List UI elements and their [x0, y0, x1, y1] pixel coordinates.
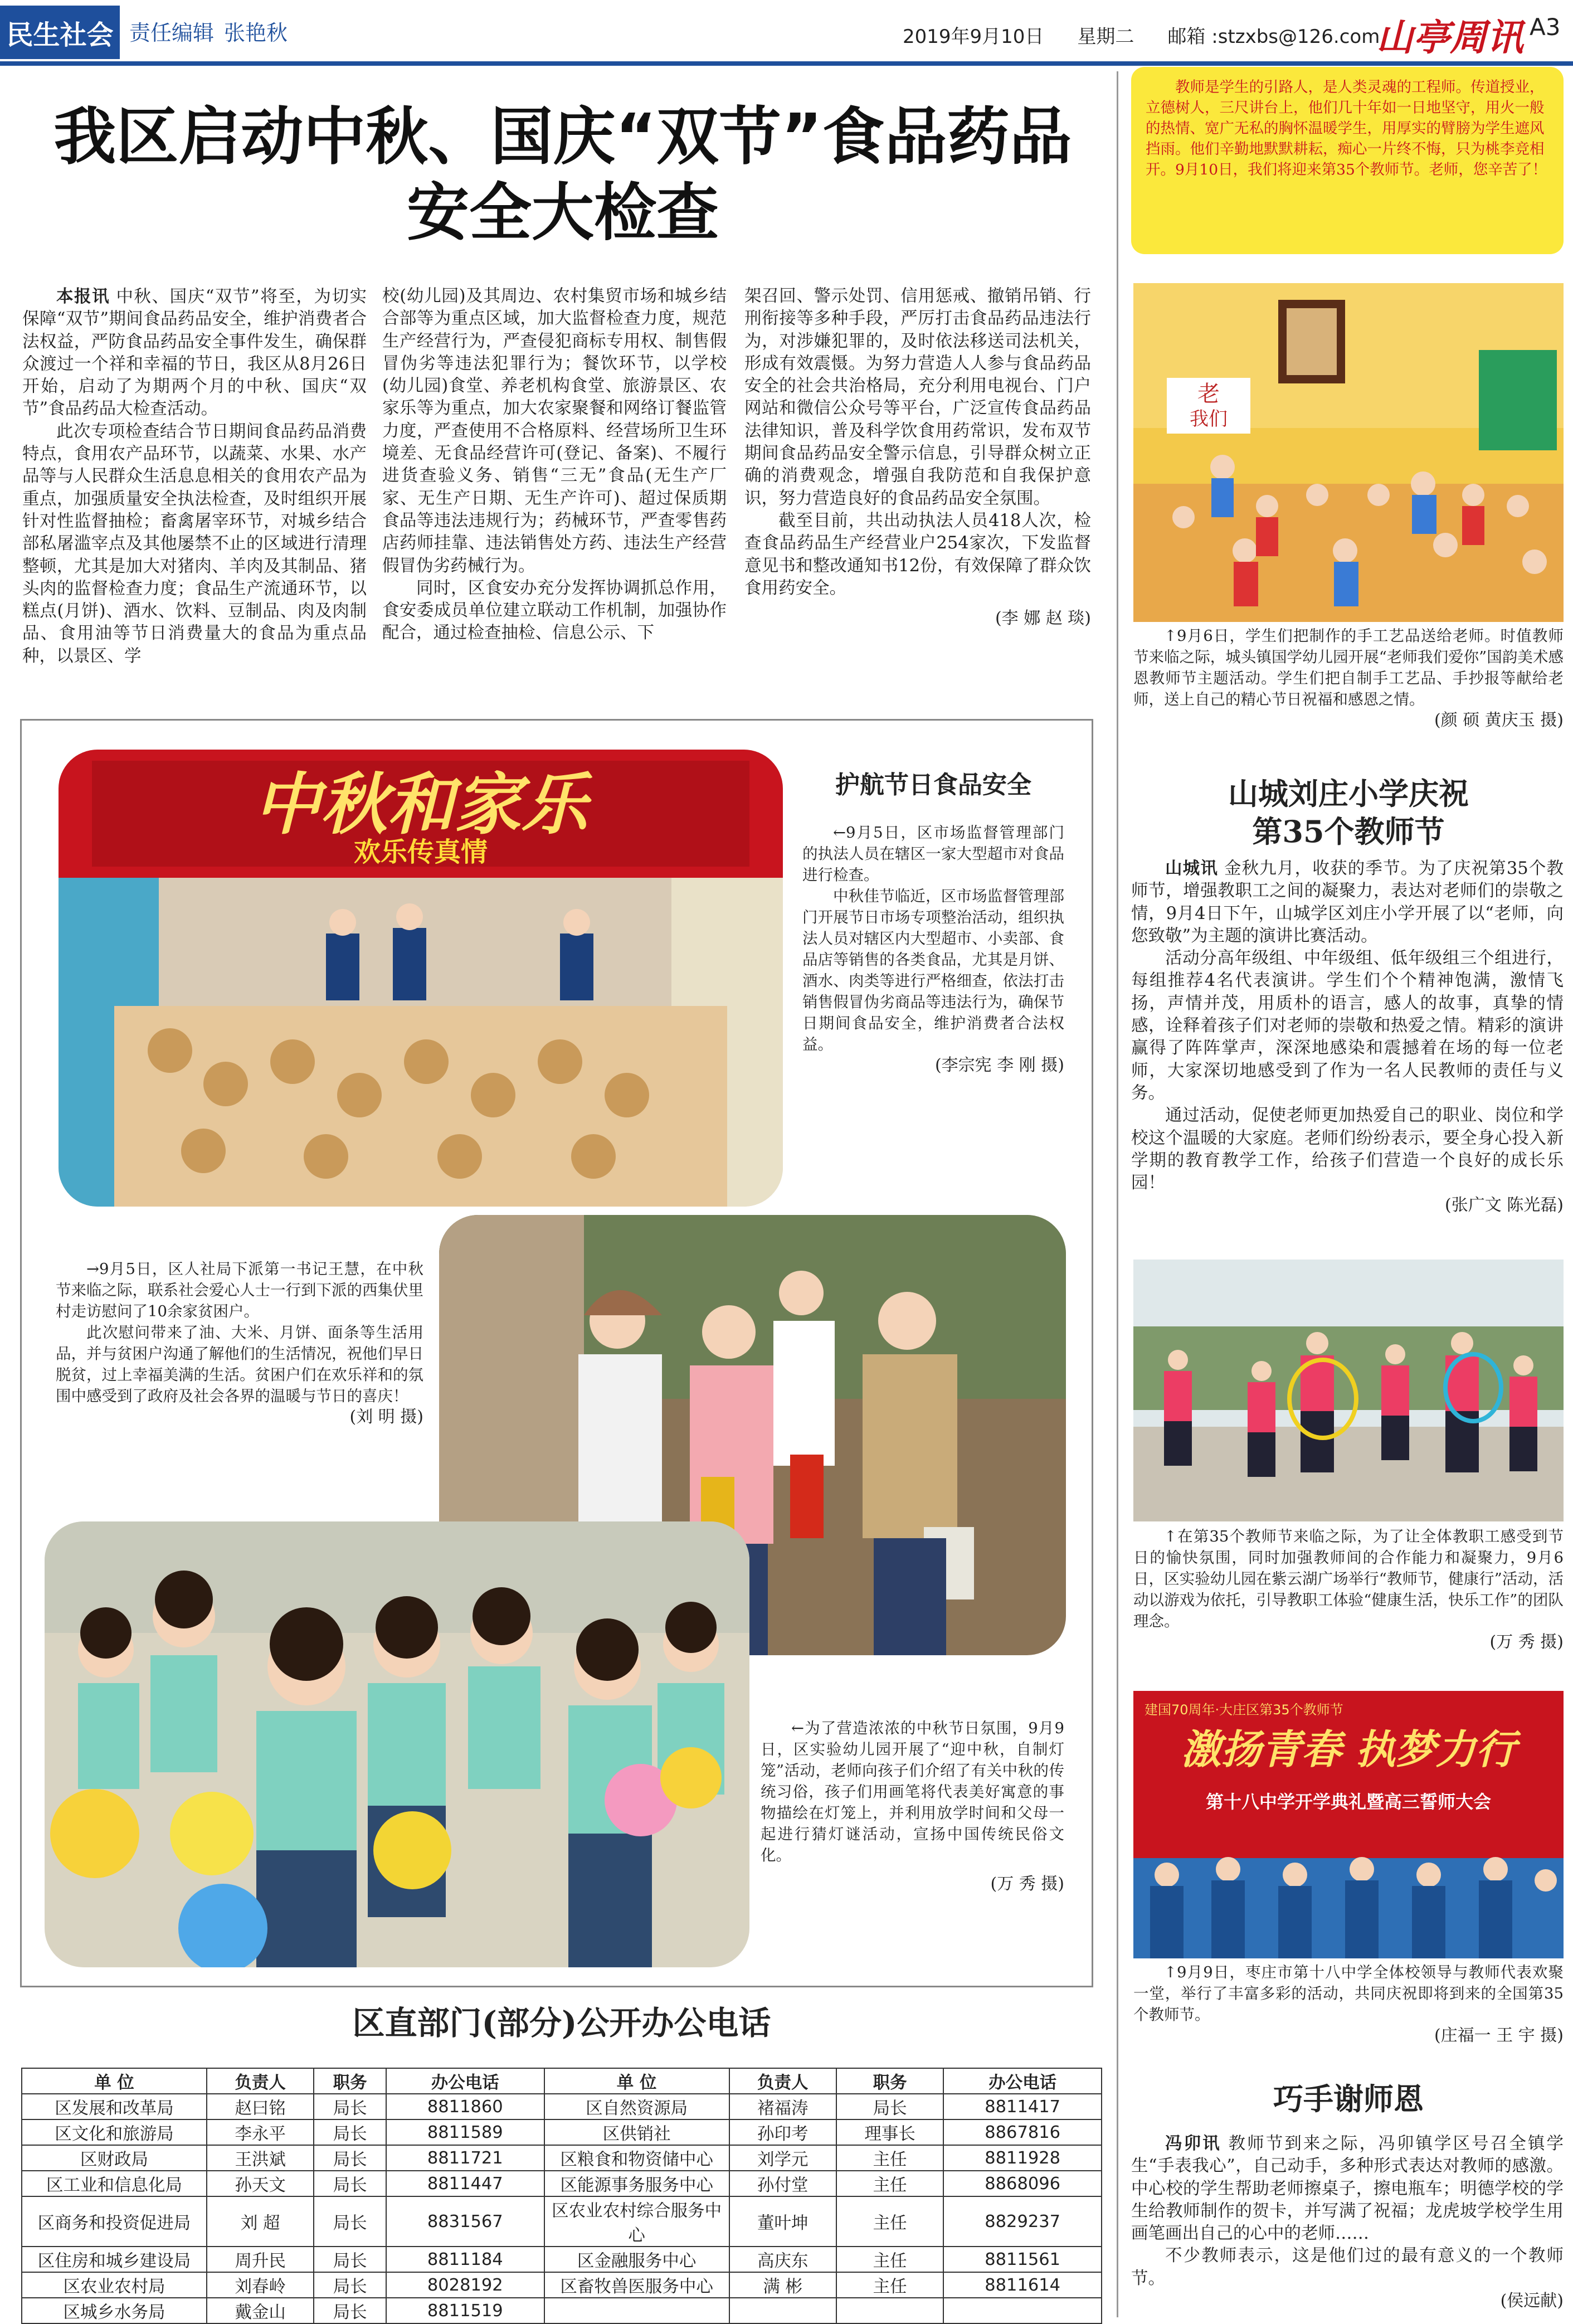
- main-article-para: 中秋、国庆“双节”将至，为切实保障“双节”期间食品药品安全，维护消费者合法权益，严防食品药品安全事件发生，确保群众渡过一个祥和幸福的节日，我区从8月26日开始，启动了为期两个月的中秋、国庆“双节”食品药品大检查活动。: [22, 287, 367, 419]
- photo-kindergarten-gifts: [1133, 283, 1564, 622]
- table-cell: 8867816: [943, 2119, 1102, 2145]
- hoops-credit: (万 秀 摄): [1489, 1632, 1564, 1652]
- liuzhuang-headline: [1133, 775, 1564, 850]
- table-cell: 局长: [314, 2272, 386, 2298]
- column-header: 办公电话: [386, 2068, 544, 2094]
- column-header: 职务: [836, 2068, 943, 2094]
- table-row: [22, 2119, 1102, 2145]
- photo-supermarket-inspection: [59, 750, 783, 1207]
- hoops-caption: [1133, 1526, 1564, 1653]
- table-cell: 区能源事务服务中心: [544, 2171, 729, 2196]
- poverty-visit-caption-text: →9月5日，区人社局下派第一书记王慧，在中秋节来临之际，联系社会爱心人士一行到下派的西集伏里村走访慰问了10余家贫困户。: [56, 1260, 423, 1320]
- main-headline: [22, 99, 1103, 251]
- table-cell: 8811589: [386, 2119, 544, 2145]
- page-number: A3: [1530, 13, 1561, 41]
- table-cell: 区畜牧兽医服务中心: [544, 2272, 729, 2298]
- table-cell: 主任: [836, 2145, 943, 2171]
- table-cell: 8829237: [943, 2196, 1102, 2247]
- table-cell: 区农业农村局: [22, 2272, 207, 2298]
- editor-line: [129, 16, 298, 46]
- table-cell: 8811184: [386, 2247, 544, 2272]
- banner-caption-text: ↑9月9日，枣庄市第十八中学全体校领导与教师代表欢聚一堂，举行了丰富多彩的活动，共同庆祝即将到来的全国第35个教师节。: [1133, 1963, 1564, 2024]
- table-cell: 戴金山: [207, 2298, 314, 2323]
- table-cell: 局长: [314, 2119, 386, 2145]
- column-header: 办公电话: [943, 2068, 1102, 2094]
- table-cell: [943, 2298, 1102, 2323]
- festival-box-heading: 护航节日食品安全: [835, 771, 1031, 799]
- section-tag: 民生社会: [0, 6, 120, 59]
- photo-children-lanterns: [45, 1521, 749, 1967]
- table-header-row: [22, 2068, 1102, 2094]
- supermarket-caption: [802, 822, 1064, 1076]
- main-article-para: 同时，区食安办充分发挥协调抓总作用，食安委成员单位建立联动工作机制，加强协作配合，通过检查抽检、信息公示、下: [382, 578, 727, 643]
- table-cell: 局长: [314, 2094, 386, 2119]
- column-header: 职务: [314, 2068, 386, 2094]
- main-article-col-1: [22, 285, 367, 668]
- table-cell: 孙天文: [207, 2171, 314, 2196]
- supermarket-caption-text: 中秋佳节临近，区市场监督管理部门开展节日市场专项整治活动，组织执法人员对辖区内大型超市、小卖部、食品店等销售的各类食品，尤其是月饼、酒水、肉类等进行严格细查，依法打击销售假冒伪劣商品等违法行为，确保节日期间食品安全，维护消费者合法权益。: [802, 887, 1064, 1053]
- contact-email: 邮箱 :stzxbs@126.com: [1167, 26, 1380, 48]
- lantern-caption-text: ←为了营造浓浓的中秋节日氛围，9月9日，区实验幼儿园开展了“迎中秋，自制灯笼”活动，老师向孩子们介绍了有关中秋的传统习俗，孩子们用画笔将代表美好寓意的事物描绘在灯笼上，并利用放学时间和父母一起进行猜灯谜活动，宣扬中国传统民俗文化。: [761, 1719, 1064, 1864]
- table-cell: 区城乡水务局: [22, 2298, 207, 2323]
- table-cell: 主任: [836, 2171, 943, 2196]
- table-cell: 局长: [314, 2247, 386, 2272]
- header-rule: [0, 61, 1573, 66]
- table-cell: 董叶坤: [729, 2196, 836, 2247]
- table-row: [22, 2171, 1102, 2196]
- liuzhuang-headline-line-2: 第35个教师节: [1252, 814, 1445, 849]
- table-cell: [729, 2298, 836, 2323]
- banner-main-text: 激扬青春 执梦力行: [1181, 1725, 1516, 1773]
- kindergarten-caption-text: ↑9月6日，学生们把制作的手工艺品送给老师。时值教师节来临之际，城头镇国学幼儿园开展“老师我们爱你”国韵美术感恩教师节主题活动。学生们把自制手工艺品、手抄报等献给老师，送上自己的精心节日祝福和感恩之情。: [1133, 627, 1564, 708]
- table-cell: 刘春岭: [207, 2272, 314, 2298]
- table-cell: 褚福涛: [729, 2094, 836, 2119]
- supermarket-banner-text: 中秋和家乐: [254, 765, 588, 844]
- qiaoshou-para: 不少教师表示，这是他们过的最有意义的一个教师节。: [1131, 2246, 1564, 2288]
- table-cell: 满 彬: [729, 2272, 836, 2298]
- column-header: 负责人: [729, 2068, 836, 2094]
- table-cell: 8868096: [943, 2171, 1102, 2196]
- table-cell: 8831567: [386, 2196, 544, 2247]
- table-row: [22, 2298, 1102, 2323]
- table-cell: 主任: [836, 2247, 943, 2272]
- table-row: [22, 2272, 1102, 2298]
- supermarket-banner-sub: 欢乐传真情: [353, 837, 488, 868]
- table-cell: [544, 2298, 729, 2323]
- table-cell: 8811447: [386, 2171, 544, 2196]
- table-cell: 理事长: [836, 2119, 943, 2145]
- main-article-col-2: [382, 285, 727, 645]
- table-cell: 区住房和城乡建设局: [22, 2247, 207, 2272]
- banner-credit: (庄福一 王 宇 摄): [1434, 2026, 1564, 2045]
- liuzhuang-para: 金秋九月，收获的季节。为了庆祝第35个教师节，增强教职工之间的凝聚力，表达对老师们的崇敬之情，9月4日下午，山城学区刘庄小学开展了以“老师，向您致敬”为主题的演讲比赛活动。: [1131, 859, 1564, 946]
- table-cell: 孙付堂: [729, 2171, 836, 2196]
- main-article-para: 架召回、警示处罚、信用惩戒、撤销吊销、行刑衔接等多种手段，严厉打击食品药品违法行为，对涉嫌犯罪的，及时依法移送司法机关，形成有效震慑。为努力营造人人参与食品药品安全的社会共治格局，充分利用电视台、门户网站和微信公众号等平台，广泛宣传食品药品法律知识，普及科学饮食用药常识，发布双节期间食品药品安全警示信息，引导群众树立正确的消费观念，增强自我防范和自我保护意识，努力营造良好的食品药品安全氛围。: [744, 286, 1091, 508]
- poverty-visit-caption: [56, 1258, 423, 1428]
- supermarket-credit: (李宗宪 李 刚 摄): [934, 1056, 1064, 1075]
- table-cell: 局长: [836, 2094, 943, 2119]
- photo-school-banner: [1133, 1691, 1564, 1958]
- kindergarten-credit: (颜 硕 黄庆玉 摄): [1434, 711, 1564, 730]
- poverty-visit-credit: (刘 明 摄): [349, 1407, 423, 1427]
- table-cell: 区农业农村综合服务中心: [544, 2196, 729, 2247]
- headline-line-1: 我区启动中秋、国庆“双节”食品药品: [53, 101, 1072, 173]
- table-cell: 区财政局: [22, 2145, 207, 2171]
- hoops-caption-text: ↑在第35个教师节来临之际，为了让全体教职工感受到节日的愉快氛围，同时加强教师间的合作能力和凝聚力，9月6日，区实验幼儿园在紫云湖广场举行“教师节，健康行”活动，活动以游戏为依托，引导教职工体验“健康生活，快乐工作”的团队理念。: [1133, 1528, 1564, 1630]
- table-cell: 局长: [314, 2145, 386, 2171]
- photo-teachers-hoop-game: [1133, 1260, 1564, 1521]
- column-header: 负责人: [207, 2068, 314, 2094]
- qiaoshou-lead: 冯卯讯: [1165, 2133, 1221, 2153]
- column-header: 单 位: [22, 2068, 207, 2094]
- table-row: [22, 2094, 1102, 2119]
- poverty-visit-caption-text: 此次慰问带来了油、大米、月饼、面条等生活用品，并与贫困户沟通了解他们的生活情况，祝他们早日脱贫，过上幸福美满的生活。贫困户们在欢乐祥和的氛围中感受到了政府及社会各界的温暖与节日的喜庆！: [56, 1324, 423, 1405]
- table-cell: 区商务和投资促进局: [22, 2196, 207, 2247]
- lantern-caption: [761, 1718, 1064, 1895]
- table-cell: 刘学元: [729, 2145, 836, 2171]
- main-article-lead: 本报讯: [56, 286, 110, 307]
- kindergarten-caption: [1133, 625, 1564, 731]
- table-cell: 8811721: [386, 2145, 544, 2171]
- main-article-col-3: [744, 285, 1091, 630]
- table-cell: 主任: [836, 2272, 943, 2298]
- table-cell: 8028192: [386, 2272, 544, 2298]
- table-cell: 区自然资源局: [544, 2094, 729, 2119]
- phone-directory-table: [21, 2068, 1102, 2324]
- banner-caption: [1133, 1962, 1564, 2046]
- table-cell: 孙印考: [729, 2119, 836, 2145]
- table-cell: 8811928: [943, 2145, 1102, 2171]
- table-cell: 8811417: [943, 2094, 1102, 2119]
- table-cell: 周升民: [207, 2247, 314, 2272]
- liuzhuang-article: [1131, 857, 1564, 1217]
- teachers-day-quote: 教师是学生的引路人，是人类灵魂的工程师。传道授业，立德树人，三尺讲台上，他们几十年如一日地坚守，用火一般的热情、宽广无私的胸怀温暖学生，用厚实的臂膀为学生遮风挡雨。他们辛勤地默默耕耘，痴心一片终不悔，只为桃李竞相开。9月10日，我们将迎来第35个教师节。老师，您辛苦了！: [1146, 79, 1547, 178]
- masthead-logo: 山亭周讯: [1376, 16, 1523, 59]
- liuzhuang-credit: (张广文 陈光磊): [1445, 1195, 1564, 1216]
- table-row: [22, 2145, 1102, 2171]
- qiaoshou-credit: (侯远献): [1500, 2291, 1564, 2311]
- table-cell: 区粮食和物资储中心: [544, 2145, 729, 2171]
- table-cell: 局长: [314, 2196, 386, 2247]
- table-cell: 李永平: [207, 2119, 314, 2145]
- qiaoshou-headline: 巧手谢师恩: [1273, 2081, 1424, 2117]
- issue-date: 2019年9月10日: [903, 26, 1044, 48]
- lantern-credit: (万 秀 摄): [990, 1874, 1064, 1894]
- svg-text:老: 老: [1197, 381, 1220, 407]
- main-article-para: 校(幼儿园)及其周边、农村集贸市场和城乡结合部等为重点区域，加大监督检查力度，规范生产经营行为，严查侵犯商标专用权、制售假冒伪劣等违法犯罪行为；餐饮环节，以学校(幼儿园)食堂、养老机构食堂、旅游景区、农家乐等为重点，加大农家聚餐和网络订餐监管力度，严查使用不合格原料、经营场所卫生环境差、无食品经营许可(登记、备案)、不履行进货查验义务、销售“三无”食品(无生产厂家、无生产日期、无生产许可)、超过保质期食品等违法违规行为；药械环节，严查零售药店药师挂靠、违法销售处方药、违法生产经营假冒伪劣药械行为。: [382, 286, 727, 576]
- headline-line-2: 安全大检查: [407, 177, 719, 249]
- main-article-credit: (李 娜 赵 琰): [995, 609, 1091, 629]
- table-cell: 8811614: [943, 2272, 1102, 2298]
- banner-top-text: 建国70周年·大庄区第35个教师节: [1145, 1702, 1343, 1718]
- table-cell: 区金融服务中心: [544, 2247, 729, 2272]
- column-divider: [1117, 71, 1118, 2317]
- qiaoshou-article: [1131, 2132, 1564, 2312]
- table-cell: 8811519: [386, 2298, 544, 2323]
- liuzhuang-para: 活动分高年级组、中年级组、低年级组三个组进行，每组推荐4名代表演讲。学生们个个精神饱满，激情飞扬，声情并茂，用质朴的语言，感人的故事，真挚的情感，诠释着孩子们对老师的崇敬和热爱之情。精彩的演讲赢得了阵阵掌声，深深地感染和震撼着在场的每一位老师，大家深切地感受到了作为一名人民教师的责任与义务。: [1131, 949, 1564, 1103]
- column-header: 单 位: [544, 2068, 729, 2094]
- supermarket-caption-text: ←9月5日，区市场监督管理部门的执法人员在辖区一家大型超市对食品进行检查。: [802, 824, 1064, 884]
- table-cell: 区发展和改革局: [22, 2094, 207, 2119]
- main-article-para: 此次专项检查结合节日期间食品药品消费特点，食用农产品环节，以蔬菜、水果、水产品等与人民群众生活息息相关的食用农产品为重点，加强质量安全执法检查，及时组织开展针对性监督抽检；畜禽屠宰环节，对城乡结合部私屠滥宰点及其他屡禁不止的区域进行清理整顿，尤其是加大对猪肉、羊肉及其制品、猪头肉的监督检查力度；食品生产流通环节，以糕点(月饼)、酒水、饮料、豆制品、肉及肉制品、食用油等节日消费量大的食品为重点品种，以景区、学: [22, 421, 367, 666]
- table-cell: 赵曰铭: [207, 2094, 314, 2119]
- table-cell: 刘 超: [207, 2196, 314, 2247]
- liuzhuang-lead: 山城讯: [1165, 858, 1219, 878]
- table-cell: 8811561: [943, 2247, 1102, 2272]
- editor-label: 责任编辑: [129, 21, 215, 45]
- table-cell: 8811860: [386, 2094, 544, 2119]
- table-cell: 区文化和旅游局: [22, 2119, 207, 2145]
- liuzhuang-para: 通过活动，促使老师更加热爱自己的职业、岗位和学校这个温暖的大家庭。老师们纷纷表示，要全身心投入新学期的教育教学工作，给孩子们营造一个良好的成长乐园！: [1131, 1106, 1564, 1193]
- table-row: [22, 2196, 1102, 2247]
- table-row: [22, 2247, 1102, 2272]
- table-cell: 王洪斌: [207, 2145, 314, 2171]
- table-cell: 区工业和信息化局: [22, 2171, 207, 2196]
- banner-sub-text: 第十八中学开学典礼暨高三誓师大会: [1205, 1791, 1492, 1812]
- qiaoshou-para: 教师节到来之际，冯卯镇学区号召全镇学生“手表我心”，自己动手，多种形式表达对教师的感激。中心校的学生帮助老师擦桌子，擦电瓶车；明德学校的学生给教师制作的贺卡，并写满了祝福；龙虎坡学校学生用画笔画出自己的心中的老师……: [1131, 2134, 1564, 2244]
- table-cell: 局长: [314, 2298, 386, 2323]
- table-cell: 主任: [836, 2196, 943, 2247]
- table-cell: 高庆东: [729, 2247, 836, 2272]
- table-cell: [836, 2298, 943, 2323]
- table-cell: 局长: [314, 2171, 386, 2196]
- svg-text:我们: 我们: [1190, 408, 1228, 430]
- header-info: [903, 21, 1380, 48]
- table-cell: 区供销社: [544, 2119, 729, 2145]
- main-article-para: 截至目前，共出动执法人员418人次，检查食品药品生产经营业户254家次，下发监督意见书和整改通知书12份，有效保障了群众饮食用药安全。: [744, 510, 1091, 598]
- editor-name: 张艳秋: [224, 21, 288, 45]
- liuzhuang-headline-line-1: 山城刘庄小学庆祝: [1228, 776, 1469, 811]
- issue-weekday: 星期二: [1077, 26, 1134, 48]
- phone-table-title: 区直部门(部分)公开办公电话: [352, 2004, 771, 2042]
